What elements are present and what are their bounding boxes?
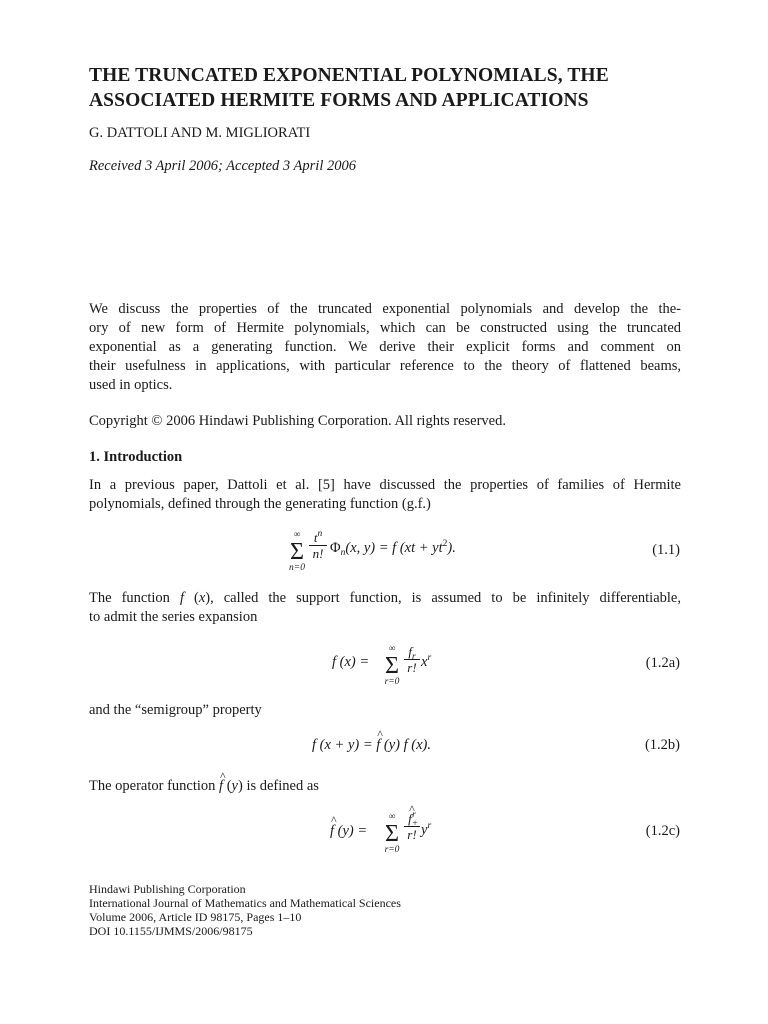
equation-lhs: ^ f (y) = xyxy=(330,823,367,840)
fraction: $t^n$ n! xyxy=(309,531,327,561)
footer-volume: Volume 2006, Article ID 98175, Pages 1–10 xyxy=(89,910,302,924)
abstract-line: We discuss the properties of the truncated exponential polynomials and develop the the- xyxy=(89,301,681,317)
footer-publisher: Hindawi Publishing Corporation xyxy=(89,882,246,896)
equation-body: $x^r$ xyxy=(421,653,432,670)
abstract-line: their usefulness in applications, with particular reference to the theory of flattened beams, xyxy=(89,358,681,374)
footer xyxy=(89,882,401,938)
received-date: Received 3 April 2006; Accepted 3 April 2006 xyxy=(89,158,356,174)
equation-body: $y^r$ xyxy=(421,821,432,838)
copyright: Copyright © 2006 Hindawi Publishing Corporation. All rights reserved. xyxy=(89,413,506,429)
abstract-line: used in optics. xyxy=(89,377,173,393)
fraction: ^ $f_+^r$ r! xyxy=(404,812,420,842)
intro-paragraph-4 xyxy=(89,777,681,796)
paper-title xyxy=(89,63,689,113)
title-line-2: ASSOCIATED HERMITE FORMS AND APPLICATIONS xyxy=(89,90,589,111)
paragraph-line: to admit the series expansion xyxy=(89,609,258,625)
title-line-1: THE TRUNCATED EXPONENTIAL POLYNOMIALS, THE xyxy=(89,65,609,86)
equation-lhs: f (x) = xyxy=(332,654,370,670)
equation-body: f (x + y) = ^ f (y) f (x). xyxy=(312,737,431,754)
paragraph-line: The operator function ^ f (y) is defined as xyxy=(89,777,681,796)
authors: G. DATTOLI AND M. MIGLIORATI xyxy=(89,125,311,141)
section-heading: 1. Introduction xyxy=(89,449,183,465)
footer-doi: DOI 10.1155/IJMMS/2006/98175 xyxy=(89,924,253,938)
footer-journal: International Journal of Mathematics and Mathematical Sciences xyxy=(89,896,401,910)
paragraph-line: The function f (x), called the support function, is assumed to be infinitely differentiable, xyxy=(89,590,681,606)
equation-number: (1.1) xyxy=(652,542,680,558)
abstract xyxy=(89,300,681,395)
paragraph-line: and the “semigroup” property xyxy=(89,702,262,718)
equation-number: (1.2b) xyxy=(644,737,680,753)
paragraph-line: polynomials, defined through the generating function (g.f.) xyxy=(89,496,431,512)
paragraph-line: In a previous paper, Dattoli et al. [5] have discussed the properties of families of Hermite xyxy=(89,477,681,493)
summation-symbol: ∞ Σ n=0 xyxy=(289,530,305,573)
intro-paragraph-1 xyxy=(89,476,681,514)
intro-paragraph-2 xyxy=(89,589,681,627)
abstract-line: ory of new form of Hermite polynomials, which can be constructed using the truncated xyxy=(89,320,681,336)
intro-paragraph-3 xyxy=(89,701,681,720)
equation-number: (1.2a) xyxy=(645,655,680,671)
abstract-line: exponential as a generating function. We derive their explicit forms and comment on xyxy=(89,339,681,355)
fraction: $f_r$ r! xyxy=(404,645,420,675)
summation-symbol: ∞ Σ r=0 xyxy=(384,644,400,687)
equation-number: (1.2c) xyxy=(645,823,680,839)
equation-body: $\Phi_n(x$, y) = f $(xt + yt^2)$. xyxy=(330,539,456,558)
summation-symbol: ∞ Σ r=0 xyxy=(384,812,400,855)
